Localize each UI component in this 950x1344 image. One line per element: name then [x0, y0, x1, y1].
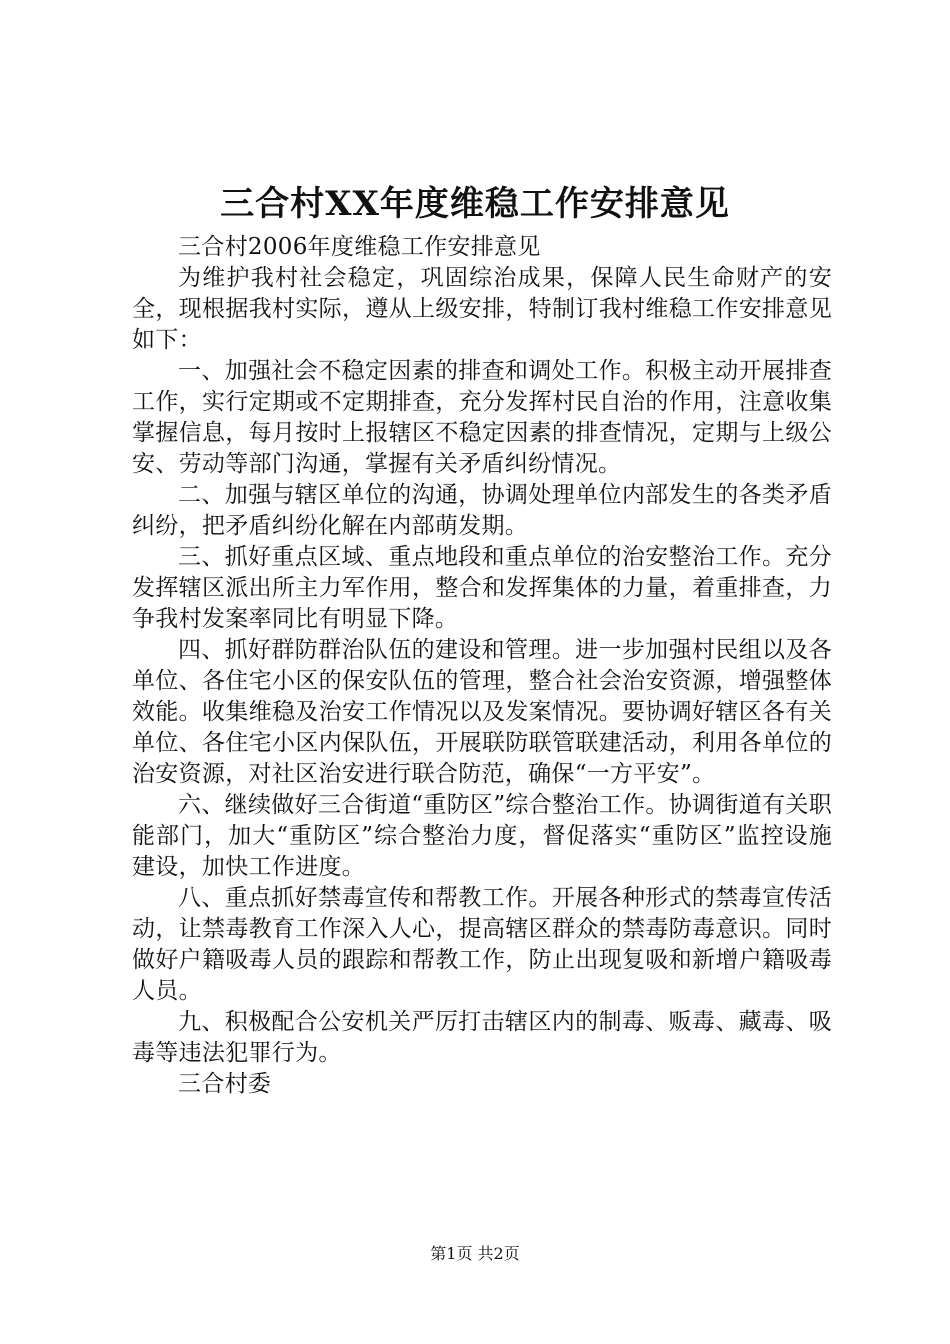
paragraph-item-8: 八、重点抓好禁毒宣传和帮教工作。开展各种形式的禁毒宣传活动，让禁毒教育工作深入人心，提高辖区群众的禁毒防毒意识。同时做好户籍吸毒人员的跟踪和帮教工作，防止出现复吸和新增户籍吸毒人员。	[132, 885, 832, 1004]
paragraph-item-3: 三、抓好重点区域、重点地段和重点单位的治安整治工作。充分发挥辖区派出所主力军作用，整合和发挥集体的力量，着重排查，力争我村发案率同比有明显下降。	[132, 544, 832, 632]
page-footer: 第1页 共2页	[430, 1244, 520, 1263]
document-body	[132, 232, 832, 1100]
paragraph-item-2: 二、加强与辖区单位的沟通，协调处理单位内部发生的各类矛盾纠纷，把矛盾纠纷化解在内部萌发期。	[132, 482, 832, 539]
paragraph-item-4: 四、抓好群防群治队伍的建设和管理。进一步加强村民组以及各单位、各住宅小区的保安队伍的管理，整合社会治安资源，增强整体效能。收集维稳及治安工作情况以及发案情况。要协调好辖区各有关单位、各住宅小区内保队伍，开展联防联管联建活动，利用各单位的治安资源，对社区治安进行联合防范，确保“一方平安”。	[132, 637, 832, 787]
paragraph-item-1: 一、加强社会不稳定因素的排查和调处工作。积极主动开展排查工作，实行定期或不定期排查，充分发挥村民自治的作用，注意收集掌握信息，每月按时上报辖区不稳定因素的排查情况，定期与上级公安、劳动等部门沟通，掌握有关矛盾纠纷情况。	[132, 358, 832, 477]
signature: 三合村委	[178, 1071, 272, 1097]
document-title: 三合村XX年度维稳工作安排意见	[220, 184, 730, 224]
paragraph-intro: 为维护我村社会稳定，巩固综治成果，保障人民生命财产的安全，现根据我村实际，遵从上级安排，特制订我村维稳工作安排意见如下：	[132, 265, 832, 353]
paragraph-subtitle: 三合村2006年度维稳工作安排意见	[178, 234, 541, 260]
paragraph-item-6: 六、继续做好三合街道“重防区”综合整治工作。协调街道有关职能部门，加大“重防区”综合整治力度，督促落实“重防区”监控设施建设，加快工作进度。	[132, 792, 832, 880]
paragraph-item-9: 九、积极配合公安机关严厉打击辖区内的制毒、贩毒、藏毒、吸毒等违法犯罪行为。	[132, 1009, 832, 1066]
